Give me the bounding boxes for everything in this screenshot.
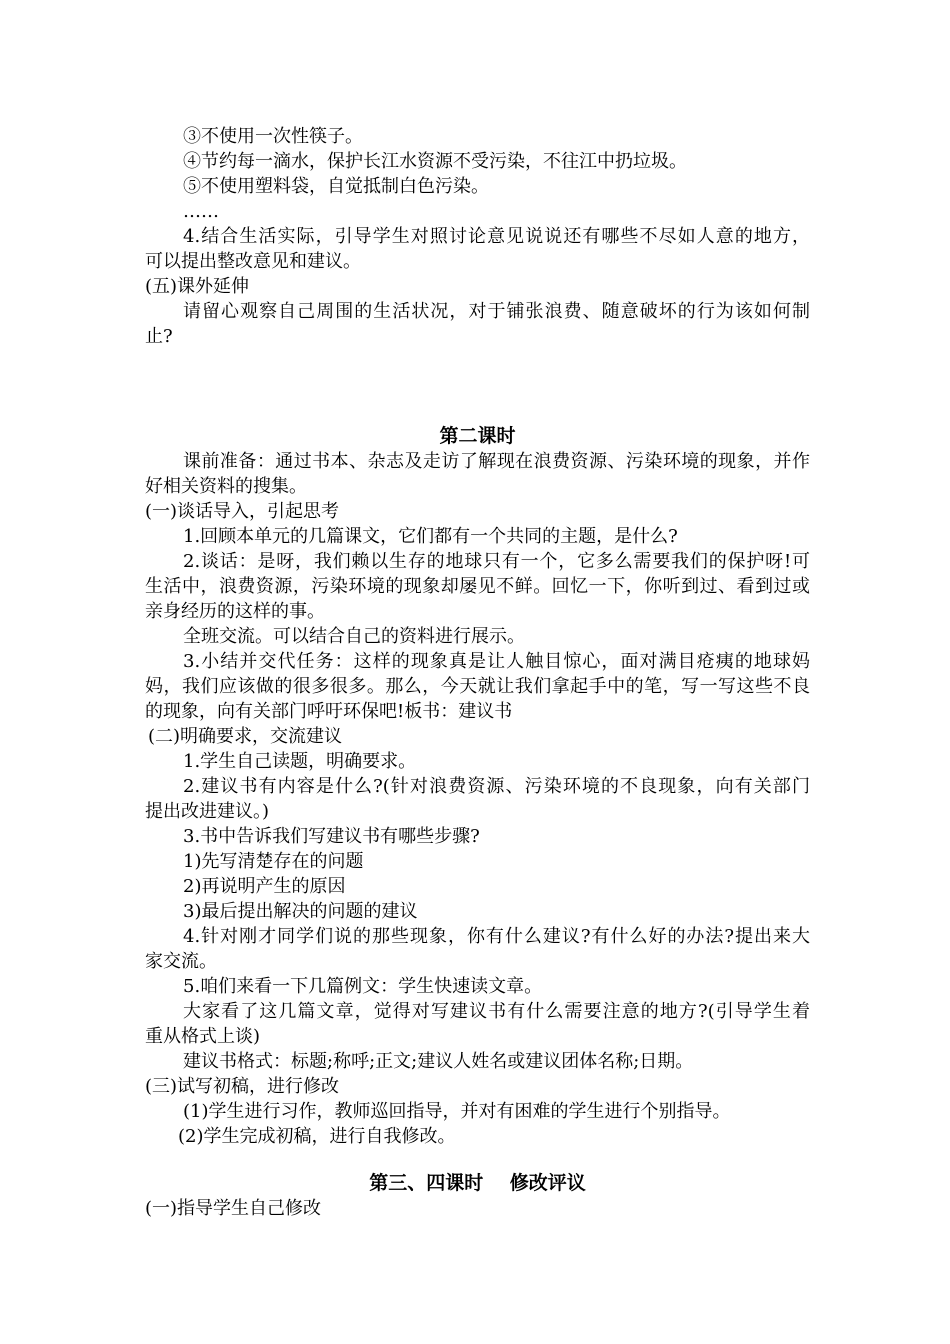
- ellipsis: ……: [183, 201, 219, 222]
- lesson-title: 第三、四课时 修改评议: [369, 1172, 586, 1194]
- paragraph-line: 2.建议书有内容是什么?(针对浪费资源、污染环境的不良现象，向有关部门: [183, 776, 810, 797]
- list-item: ③不使用一次性筷子。: [183, 126, 363, 147]
- paragraph-line: 3.小结并交代任务：这样的现象真是让人触目惊心，面对满目疮痍的地球妈: [183, 651, 810, 672]
- paragraph-line: 家交流。: [145, 951, 217, 972]
- paragraph-line: 1.学生自己读题，明确要求。: [183, 751, 417, 772]
- list-item: 3)最后提出解决的问题的建议: [183, 901, 418, 922]
- section-heading: (三)试写初稿，进行修改: [145, 1076, 340, 1097]
- paragraph-line: 1.回顾本单元的几篇课文，它们都有一个共同的主题，是什么?: [183, 526, 678, 547]
- paragraph-line: 课前准备：通过书本、杂志及走访了解现在浪费资源、污染环境的现象，并作: [183, 451, 810, 472]
- paragraph-line: 全班交流。可以结合自己的资料进行展示。: [183, 626, 525, 647]
- paragraph-line: 建议书格式：标题;称呼;正文;建议人姓名或建议团体名称;日期。: [183, 1051, 694, 1072]
- paragraph-line: 止?: [145, 326, 173, 347]
- list-item: (1)学生进行习作，教师巡回指导，并对有困难的学生进行个别指导。: [183, 1101, 731, 1122]
- list-item: (2)学生完成初稿，进行自我修改。: [178, 1126, 456, 1147]
- section-heading: (五)课外延伸: [145, 276, 250, 297]
- paragraph-line: 4.针对刚才同学们说的那些现象，你有什么建议?有什么好的办法?提出来大: [183, 926, 810, 947]
- paragraph-line: 2.谈话：是呀，我们赖以生存的地球只有一个，它多么需要我们的保护呀!可: [183, 551, 810, 572]
- paragraph-line: 重从格式上谈): [145, 1026, 261, 1047]
- paragraph-line: 可以提出整改意见和建议。: [145, 251, 361, 272]
- paragraph-line: 5.咱们来看一下几篇例文：学生快速读文章。: [183, 976, 543, 997]
- paragraph-line: 4.结合生活实际，引导学生对照讨论意见说说还有哪些不尽如人意的地方，: [183, 226, 810, 247]
- list-item: 1)先写清楚存在的问题: [183, 851, 364, 872]
- paragraph-line: 好相关资料的搜集。: [145, 476, 307, 497]
- paragraph-line: 3.书中告诉我们写建议书有哪些步骤?: [183, 826, 480, 847]
- list-item: ④节约每一滴水，保护长江水资源不受污染，不往江中扔垃圾。: [183, 151, 687, 172]
- paragraph-line: 大家看了这几篇文章，觉得对写建议书有什么需要注意的地方?(引导学生着: [183, 1001, 810, 1022]
- lesson-title: 第二课时: [439, 425, 516, 447]
- paragraph-line: 妈，我们应该做的很多很多。那么，今天就让我们拿起手中的笔，写一写这些不良: [145, 676, 810, 697]
- paragraph-line: 亲身经历的这样的事。: [145, 601, 325, 622]
- list-item: 2)再说明产生的原因: [183, 876, 346, 897]
- paragraph-line: 的现象，向有关部门呼吁环保吧!板书：建议书: [145, 701, 513, 722]
- paragraph-line: 请留心观察自己周围的生活状况，对于铺张浪费、随意破坏的行为该如何制: [183, 301, 810, 322]
- list-item: ⑤不使用塑料袋，自觉抵制白色污染。: [183, 176, 489, 197]
- paragraph-line: 提出改进建议。): [145, 801, 270, 822]
- section-heading: (一)指导学生自己修改: [145, 1198, 322, 1219]
- section-heading: (二)明确要求，交流建议: [148, 726, 343, 747]
- paragraph-line: 生活中，浪费资源，污染环境的现象却屡见不鲜。回忆一下，你听到过、看到过或: [145, 576, 810, 597]
- section-heading: (一)谈话导入，引起思考: [145, 501, 340, 522]
